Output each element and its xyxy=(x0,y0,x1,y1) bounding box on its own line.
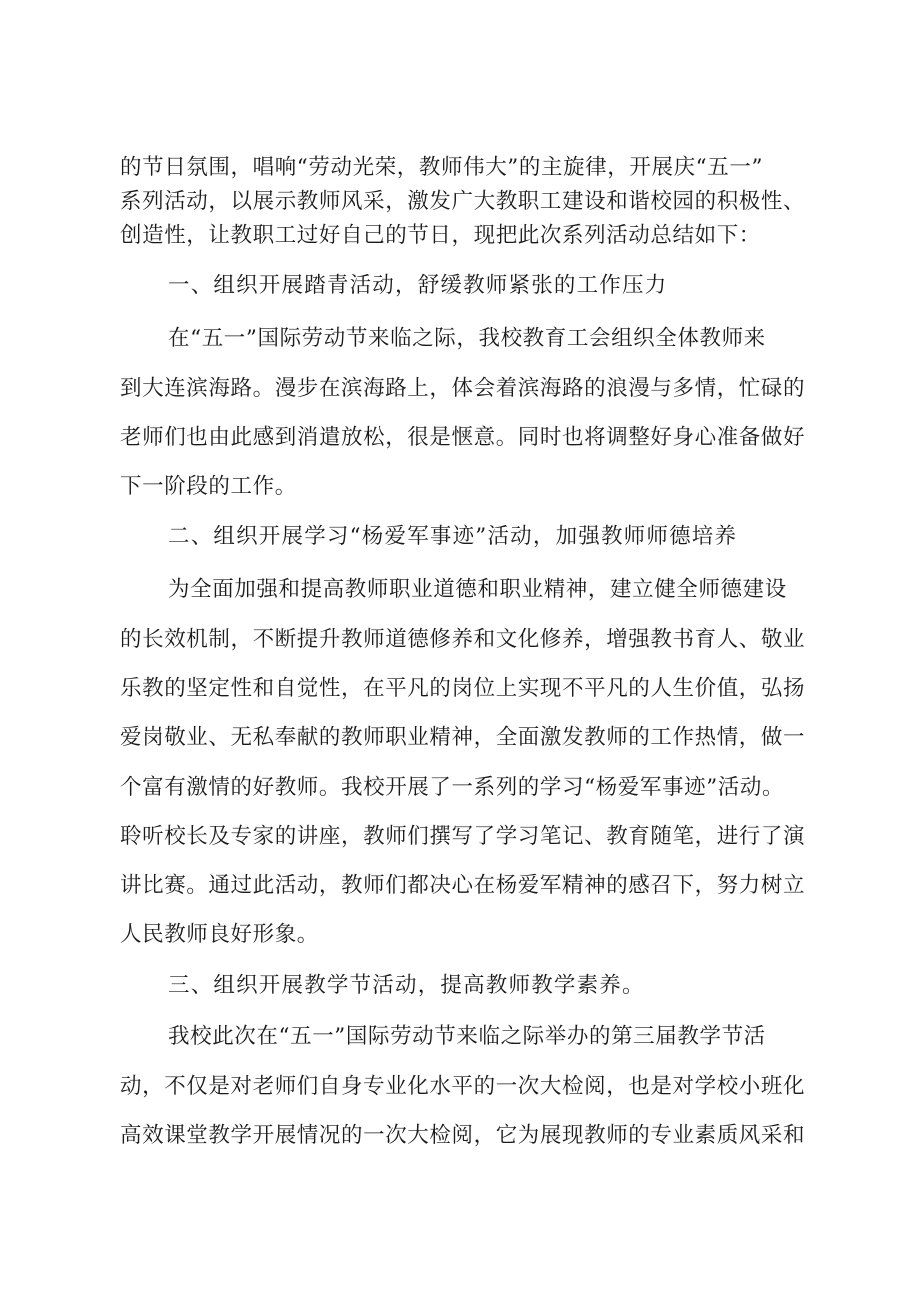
section-2-line: 爱岗敬业、无私奉献的教师职业精神，全面激发教师的工作热情，做一 xyxy=(120,725,806,750)
section-2-line: 的长效机制，不断提升教师道德修养和文化修养，增强教书育人、敬业 xyxy=(120,627,806,652)
intro-line: 创造性，让教职工过好自己的节日，现把此次系列活动总结如下： xyxy=(120,223,761,248)
section-1-line: 在“五一”国际劳动节来临之际，我校教育工会组织全体教师来 xyxy=(168,326,766,351)
section-2-line: 聆听校长及专家的讲座，教师们撰写了学习笔记、教育随笔，进行了演 xyxy=(120,824,806,849)
section-1-line: 老师们也由此感到消遣放松，很是惬意。同时也将调整好身心准备做好 xyxy=(120,425,806,450)
section-3-line: 动，不仅是对老师们自身专业化水平的一次大检阅，也是对学校小班化 xyxy=(120,1074,806,1099)
section-1-line: 到大连滨海路。漫步在滨海路上，体会着滨海路的浪漫与多情，忙碌的 xyxy=(120,376,806,401)
section-2-line: 个富有激情的好教师。我校开展了一系列的学习“杨爱军事迹”活动。 xyxy=(120,775,785,800)
intro-line: 系列活动，以展示教师风采，激发广大教职工建设和谐校园的积极性、 xyxy=(120,189,806,214)
section-2-line: 讲比赛。通过此活动，教师们都决心在杨爱军精神的感召下，努力树立 xyxy=(120,873,806,898)
section-2-line: 人民教师良好形象。 xyxy=(120,922,319,947)
section-3-line: 我校此次在“五一”国际劳动节来临之际举办的第三届教学节活 xyxy=(168,1024,766,1049)
section-2-line: 为全面加强和提高教师职业道德和职业精神，建立健全师德建设 xyxy=(168,577,787,602)
section-1-line: 下一阶段的工作。 xyxy=(120,474,297,499)
section-3-line: 高效课堂教学开展情况的一次大检阅，它为展现教师的专业素质风采和 xyxy=(120,1123,806,1148)
section-2-heading: 二、组织开展学习“杨爱军事迹”活动，加强教师师德培养 xyxy=(168,524,738,549)
section-3-heading: 三、组织开展教学节活动，提高教师教学素养。 xyxy=(168,973,645,998)
section-2-line: 乐教的坚定性和自觉性，在平凡的岗位上实现不平凡的人生价值，弘扬 xyxy=(120,676,806,701)
section-1-heading: 一、组织开展踏青活动，舒缓教师紧张的工作压力 xyxy=(168,273,668,298)
intro-line: 的节日氛围，唱响“劳动光荣，教师伟大”的主旋律，开展庆“五一” xyxy=(120,155,764,180)
